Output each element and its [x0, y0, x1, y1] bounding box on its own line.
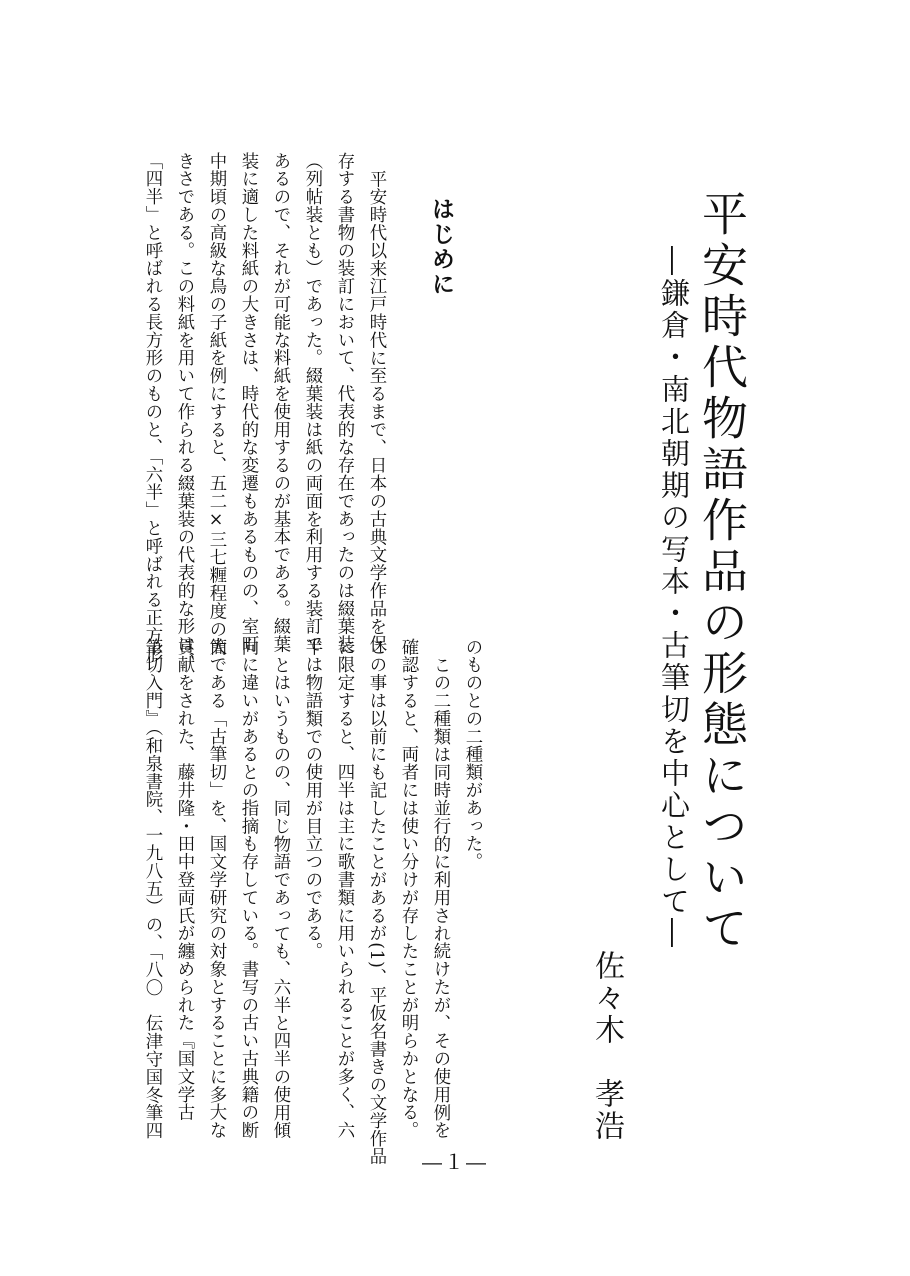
paragraph-line: 向に違いがあるとの指摘も存している。書写の古い古典籍の断 [238, 638, 258, 1140]
paragraph-line: この事は以前にも記したことがあるが(1)、平仮名書きの文学作品 [366, 638, 386, 1166]
body-text-upper [136, 152, 392, 671]
paragraph-line: 貢献をされた、藤井隆・田中登両氏が纏められた『国文学古 [174, 638, 194, 1122]
paragraph-line: 半は物語類での使用が目立つのである。 [302, 638, 322, 961]
paragraph-line: 存する書物の装訂において、代表的な存在であったのは綴葉装 [334, 152, 354, 654]
paragraph-line: 筆切入門』（和泉書院、一九八五）の、「八〇 伝津守国冬筆四 [142, 638, 162, 1140]
paragraph-line: この二種類は同時並行的に利用され続けたが、その使用例を [430, 656, 450, 1140]
paragraph-line: あるので、それが可能な料紙を使用するのが基本である。綴葉 [270, 152, 290, 654]
paragraph-line: 装に適した料紙の大きさは、時代的な変遷もあるものの、室町 [238, 152, 258, 654]
author-name: 佐々木 孝浩 [589, 950, 624, 1142]
article-subtitle: ―鎌倉・南北朝期の写本・古筆切を中心として― [657, 246, 691, 950]
article-title: 平安時代物語作品の形態について [695, 190, 749, 955]
body-text-lower [136, 638, 488, 1165]
paragraph-line: 確認すると、両者には使い分けが存したことが明らかとなる。 [398, 638, 418, 1140]
paragraph-line: 平安時代以来江戸時代に至るまで、日本の古典文学作品を保 [366, 170, 386, 654]
paragraph-line: のものとの二種類があった。 [462, 638, 482, 871]
page-number: ―１― [422, 1150, 488, 1174]
paragraph-line: きさである。この料紙を用いて作られる綴葉装の代表的な形は、 [174, 152, 194, 672]
section-heading: はじめに [428, 197, 455, 297]
paragraph-line: とはいうものの、同じ物語であっても、六半と四半の使用傾 [270, 656, 290, 1140]
paragraph-line: 「四半」と呼ばれる長方形のものと、「六半」と呼ばれる正方形 [142, 152, 162, 663]
paragraph-line: （列帖装とも）であった。綴葉装は紙の両面を利用する装訂で [302, 152, 322, 654]
paragraph-line: 簡である「古筆切」を、国文学研究の対象とすることに多大な [206, 638, 226, 1140]
paragraph-line: に限定すると、四半は主に歌書類に用いられることが多く、六 [334, 638, 354, 1140]
paragraph-line: 中期頃の高級な鳥の子紙を例にすると、五二×三七糎程度の大 [206, 152, 226, 656]
